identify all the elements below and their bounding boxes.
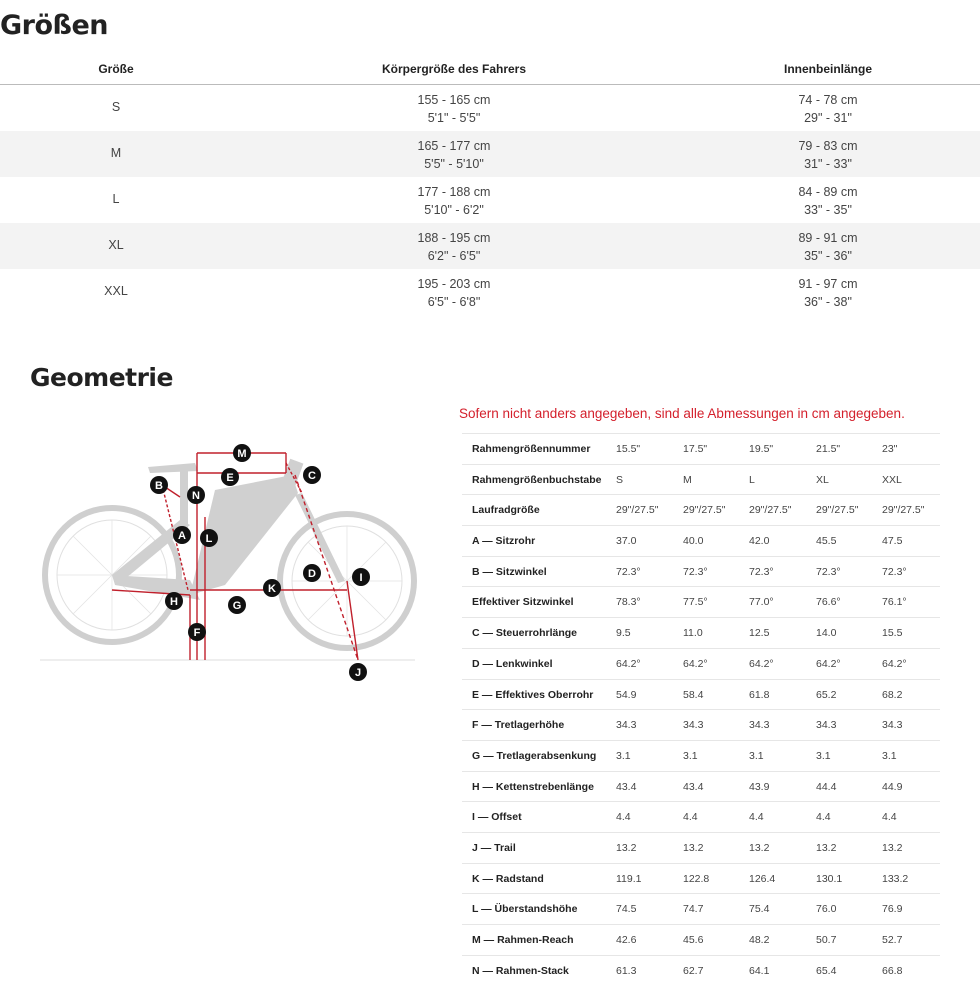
rider-height-cell: 195 - 203 cm 6'5" - 6'8" <box>417 277 491 309</box>
svg-text:A: A <box>178 530 186 542</box>
geometry-value: 65.2 <box>816 688 837 701</box>
svg-text:I: I <box>359 572 363 584</box>
geometry-value: 29"/27.5" <box>616 504 659 517</box>
geometry-row <box>462 893 940 924</box>
geometry-row-label: K — Radstand <box>472 872 544 885</box>
geometry-value: 4.4 <box>816 811 831 824</box>
geometry-value: 34.3 <box>882 719 903 732</box>
geometry-value: 64.2° <box>816 657 841 670</box>
diagram-marker-h <box>165 592 183 610</box>
geometry-value: 64.2° <box>616 657 641 670</box>
geometry-value: 13.2 <box>749 841 770 854</box>
geometry-row <box>462 924 940 955</box>
geometry-value: 50.7 <box>816 934 837 946</box>
geometry-value: S <box>616 473 624 486</box>
geometry-value: 61.8 <box>749 688 770 701</box>
geometry-value: 54.9 <box>616 688 637 701</box>
geometry-value: 78.3° <box>616 596 641 609</box>
svg-text:L: L <box>205 533 213 545</box>
geometry-value: 13.2 <box>882 841 903 854</box>
geometry-value: 34.3 <box>816 719 837 732</box>
geometry-value: 72.3° <box>749 565 774 578</box>
geometry-row-label: F — Tretlagerhöhe <box>472 719 565 732</box>
inseam-cell: 84 - 89 cm 33" - 35" <box>798 185 858 217</box>
geometry-value: 23" <box>882 443 898 455</box>
inseam-cell: 74 - 78 cm 29" - 31" <box>798 93 858 125</box>
geometry-row-label: Effektiver Sitzwinkel <box>472 596 574 609</box>
svg-text:J: J <box>354 667 362 679</box>
geometry-value: 72.3° <box>616 565 641 578</box>
inseam-cell: 79 - 83 cm 31" - 33" <box>798 139 858 171</box>
col-header-size: Größe <box>98 62 134 76</box>
geometry-value: 72.3° <box>683 565 708 578</box>
geometry-value: 21.5" <box>816 443 841 455</box>
diagram-marker-j <box>349 663 367 681</box>
sizes-table-header <box>0 52 980 85</box>
geometry-row <box>462 771 940 802</box>
geometry-value: 42.0 <box>749 535 770 548</box>
geometry-value: 14.0 <box>816 627 837 640</box>
svg-text:E: E <box>226 472 234 484</box>
geometry-row-label: L — Überstandshöhe <box>472 903 578 916</box>
geometry-row <box>462 464 940 495</box>
geometry-value: 44.4 <box>816 780 837 793</box>
geometry-row <box>462 617 940 648</box>
svg-text:K: K <box>268 583 276 595</box>
inseam-cell: 91 - 97 cm 36" - 38" <box>798 277 858 309</box>
geometry-value: 119.1 <box>616 872 642 885</box>
diagram-marker-b <box>150 476 168 494</box>
geometry-value: 42.6 <box>616 934 637 946</box>
diagram-marker-a <box>173 526 191 544</box>
geometry-row-label: D — Lenkwinkel <box>472 657 553 670</box>
size-row-xxl <box>0 269 980 315</box>
size-cell: L <box>112 192 120 206</box>
geometry-value: L <box>749 473 755 486</box>
size-row-s <box>0 85 980 131</box>
geometry-row-label: I — Offset <box>472 811 522 824</box>
geometry-value: 9.5 <box>616 627 631 640</box>
diagram-marker-f <box>188 623 206 641</box>
units-note: Sofern nicht anders angegeben, sind alle Abmessungen in cm angegeben. <box>459 406 905 421</box>
diagram-marker-c <box>303 466 321 484</box>
geometry-row <box>462 863 940 894</box>
geometry-row-label: N — Rahmen-Stack <box>472 964 569 977</box>
geometry-row <box>462 586 940 617</box>
geometry-row-label: B — Sitzwinkel <box>472 565 547 578</box>
rider-height-cell: 165 - 177 cm 5'5" - 5'10" <box>417 139 491 171</box>
geometry-value: 77.5° <box>683 596 708 609</box>
diagram-marker-e <box>221 468 239 486</box>
geometry-value: 126.4 <box>749 872 776 885</box>
geometry-value: 122.8 <box>683 872 710 885</box>
geometry-table <box>462 433 940 985</box>
geometry-row <box>462 832 940 863</box>
geometry-value: 29"/27.5" <box>882 504 925 517</box>
svg-text:H: H <box>170 596 178 608</box>
geometry-value: 34.3 <box>749 719 770 732</box>
geometry-value: 29"/27.5" <box>749 504 792 517</box>
geometry-row <box>462 709 940 740</box>
geometry-row-label: E — Effektives Oberrohr <box>472 688 594 701</box>
geometry-value: 64.2° <box>749 657 774 670</box>
geometry-value: 29"/27.5" <box>683 504 726 517</box>
geometry-value: 13.2 <box>616 841 637 854</box>
geometry-row-label: Rahmengrößenbuchstabe <box>472 473 602 486</box>
sizes-table <box>0 52 980 315</box>
geometry-value: 13.2 <box>683 841 704 854</box>
diagram-marker-g <box>228 596 246 614</box>
geometry-title: Geometrie <box>30 363 173 392</box>
size-cell: XL <box>108 238 124 252</box>
geometry-value: 74.5 <box>616 903 637 916</box>
geometry-value: 76.6° <box>816 596 841 609</box>
geometry-value: 3.1 <box>683 749 698 762</box>
geometry-value: XL <box>816 473 829 486</box>
size-row-m <box>0 131 980 177</box>
geometry-value: 4.4 <box>616 811 631 824</box>
geometry-row-label: Laufradgröße <box>472 504 540 517</box>
geometry-value: 76.0 <box>816 903 837 916</box>
geometry-value: 3.1 <box>882 749 897 762</box>
geometry-value: 61.3 <box>616 964 637 977</box>
geometry-value: 64.2° <box>882 657 907 670</box>
geometry-value: 52.7 <box>882 934 903 946</box>
rider-height-cell: 177 - 188 cm 5'10" - 6'2" <box>417 185 491 217</box>
inseam-cell: 89 - 91 cm 35" - 36" <box>798 231 858 263</box>
geometry-value: 133.2 <box>882 872 909 885</box>
geometry-value: 15.5" <box>616 443 641 455</box>
size-cell: S <box>111 100 121 114</box>
geometry-row <box>462 801 940 832</box>
geometry-value: 15.5 <box>882 627 903 640</box>
rider-height-cell: 155 - 165 cm 5'1" - 5'5" <box>417 93 491 125</box>
svg-text:N: N <box>192 490 200 502</box>
geometry-value: 72.3° <box>816 565 841 578</box>
geometry-value: 64.1 <box>749 964 770 977</box>
geometry-value: 68.2 <box>882 688 903 701</box>
svg-text:D: D <box>308 568 316 580</box>
geometry-row-label: G — Tretlagerabsenkung <box>472 749 597 762</box>
geometry-row-label: M — Rahmen-Reach <box>472 934 574 946</box>
geometry-row-label: H — Kettenstrebenlänge <box>472 780 594 793</box>
svg-text:B: B <box>155 480 163 492</box>
geometry-value: 13.2 <box>816 841 837 854</box>
sizes-title: Größen <box>0 10 108 41</box>
svg-text:C: C <box>308 470 316 482</box>
geometry-value: 58.4 <box>683 688 704 701</box>
diagram-marker-l <box>200 529 218 547</box>
size-row-l <box>0 177 980 223</box>
geometry-value: 4.4 <box>683 811 698 824</box>
col-header-rider-height: Körpergröße des Fahrers <box>381 62 527 76</box>
geometry-value: 72.3° <box>882 565 907 578</box>
size-cell: XXL <box>104 284 128 298</box>
diagram-marker-i <box>352 568 370 586</box>
rider-height-cell: 188 - 195 cm 6'2" - 6'5" <box>417 231 491 263</box>
geometry-row <box>462 433 940 464</box>
size-cell: M <box>110 146 122 160</box>
geometry-value: 64.2° <box>683 657 708 670</box>
geometry-value: 66.8 <box>882 964 903 977</box>
geometry-value: 37.0 <box>616 535 637 548</box>
geometry-value: 43.4 <box>683 780 704 793</box>
geometry-value: 47.5 <box>882 535 903 548</box>
geometry-value: 3.1 <box>816 749 831 762</box>
geometry-value: 45.5 <box>816 535 837 548</box>
geometry-value: 4.4 <box>749 811 764 824</box>
geometry-row <box>462 494 940 525</box>
diagram-marker-d <box>303 564 321 582</box>
geometry-value: 62.7 <box>683 964 704 977</box>
geometry-value: 43.4 <box>616 780 637 793</box>
diagram-marker-k <box>263 579 281 597</box>
geometry-value: 77.0° <box>749 596 774 609</box>
geometry-value: XXL <box>882 473 902 486</box>
geometry-value: 74.7 <box>683 903 704 916</box>
svg-text:F: F <box>193 627 201 639</box>
geometry-row-label: Rahmengrößennummer <box>472 443 591 455</box>
geometry-value: 11.0 <box>683 627 703 640</box>
geometry-value: 17.5" <box>683 443 708 455</box>
col-header-inseam: Innenbeinlänge <box>783 62 873 76</box>
geometry-row <box>462 648 940 679</box>
svg-text:M: M <box>237 448 247 460</box>
geometry-value: 65.4 <box>816 964 837 977</box>
diagram-marker-m <box>233 444 251 462</box>
geometry-value: 29"/27.5" <box>816 504 859 517</box>
geometry-row-label: A — Sitzrohr <box>472 535 536 548</box>
geometry-row <box>462 740 940 771</box>
geometry-value: 12.5 <box>749 627 770 640</box>
geometry-value: 45.6 <box>683 934 704 946</box>
geometry-value: 75.4 <box>749 903 770 916</box>
geometry-value: 3.1 <box>749 749 764 762</box>
geometry-value: 48.2 <box>749 934 770 946</box>
size-row-xl <box>0 223 980 269</box>
geometry-value: M <box>683 473 692 486</box>
geometry-value: 19.5" <box>749 443 774 455</box>
geometry-row <box>462 556 940 587</box>
geometry-row-label: J — Trail <box>472 841 516 854</box>
geometry-value: 34.3 <box>683 719 704 732</box>
geometry-value: 130.1 <box>816 872 843 885</box>
geometry-value: 34.3 <box>616 719 637 732</box>
geometry-value: 40.0 <box>683 535 704 548</box>
diagram-marker-n <box>187 486 205 504</box>
geometry-row <box>462 955 940 985</box>
geometry-row <box>462 525 940 556</box>
svg-text:G: G <box>232 600 242 612</box>
bike-geometry-diagram <box>40 435 430 685</box>
geometry-value: 76.9 <box>882 903 903 916</box>
geometry-value: 44.9 <box>882 780 903 793</box>
geometry-value: 43.9 <box>749 780 770 793</box>
geometry-row-label: C — Steuerrohrlänge <box>472 627 578 640</box>
geometry-row <box>462 679 940 710</box>
geometry-value: 76.1° <box>882 596 907 609</box>
geometry-value: 3.1 <box>616 749 631 762</box>
geometry-value: 4.4 <box>882 811 897 824</box>
